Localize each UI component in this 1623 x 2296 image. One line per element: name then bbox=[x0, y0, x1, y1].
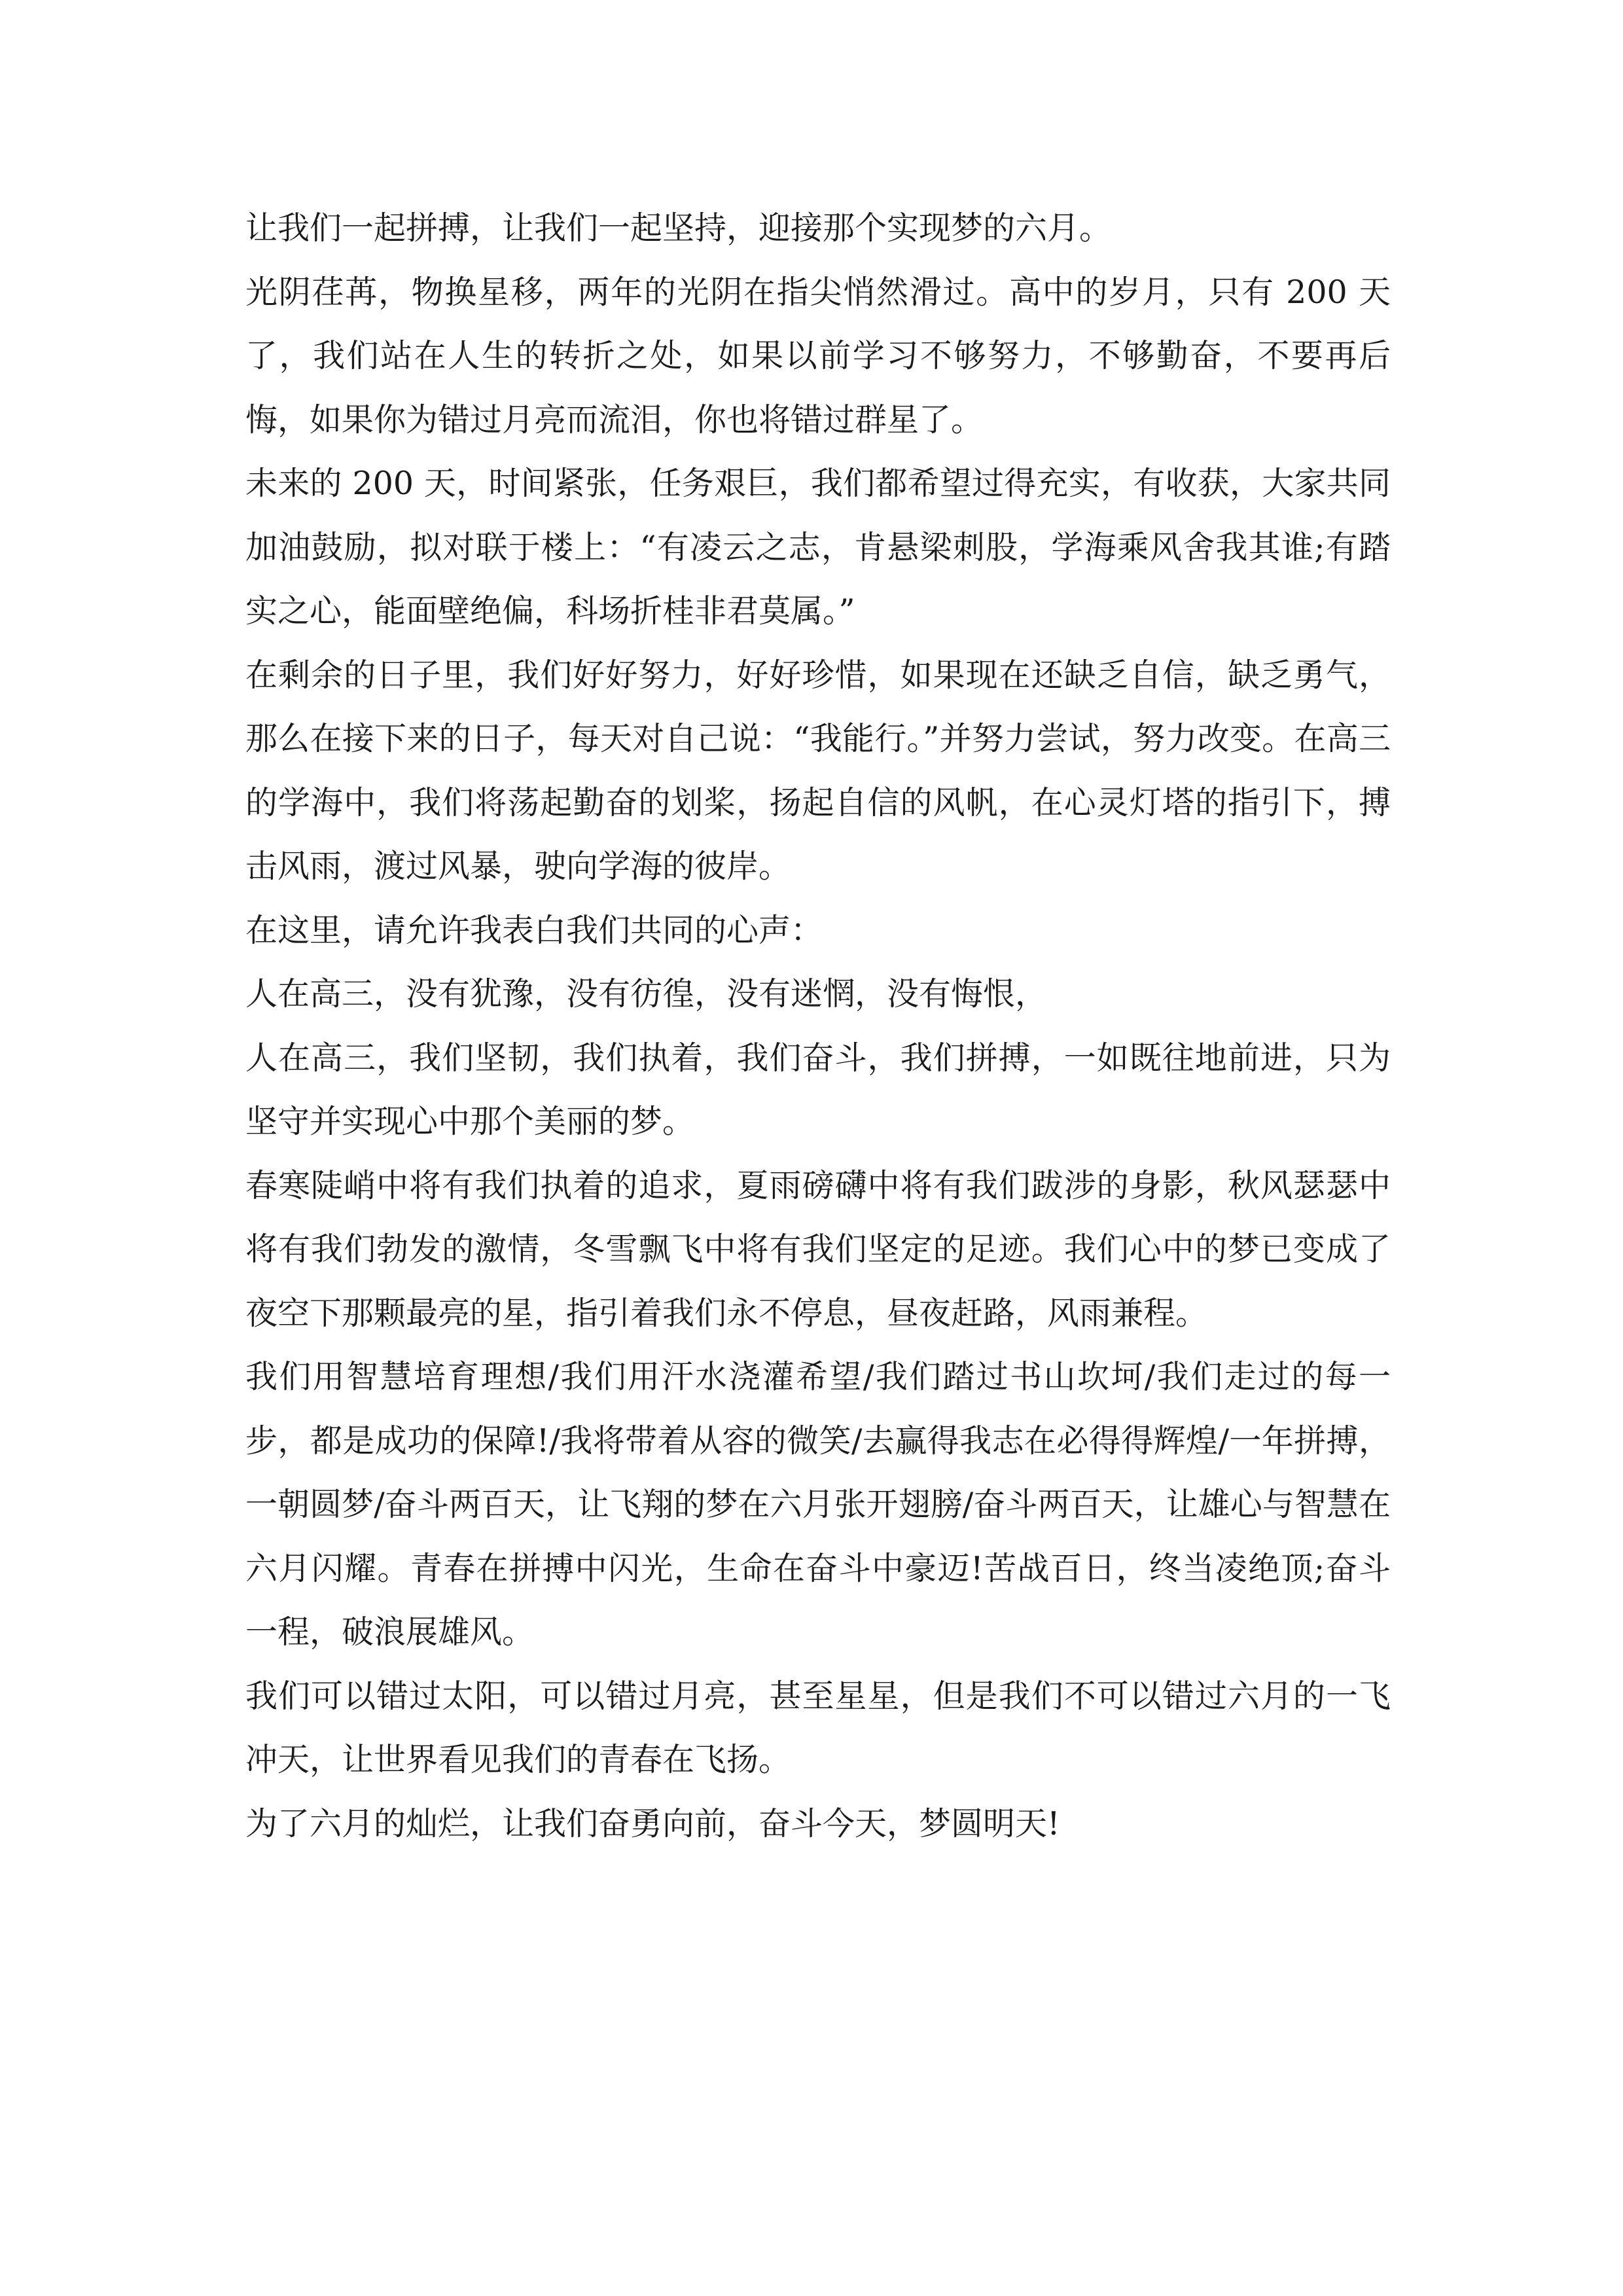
paragraph: 春寒陡峭中将有我们执着的追求，夏雨磅礴中将有我们跋涉的身影，秋风瑟瑟中将有我们勃发的激情，冬雪飘飞中将有我们坚定的足迹。我们心中的梦已变成了夜空下那颗最亮的星，指引着我们永不停息，昼夜赶路，风雨兼程。 bbox=[245, 1166, 1391, 1332]
paragraph: 人在高三，没有犹豫，没有彷徨，没有迷惘，没有悔恨， bbox=[245, 975, 1048, 1013]
paragraph: 让我们一起拼搏，让我们一起坚持，迎接那个实现梦的六月。 bbox=[245, 209, 1112, 247]
paragraph: 未来的 200 天，时间紧张，任务艰巨，我们都希望过得充实，有收获，大家共同加油鼓励，拟对联于楼上：“有凌云之志，肯悬梁刺股，学海乘风舍我其谁;有踏实之心，能面壁绝偏，科场折桂非君莫属。” bbox=[245, 465, 1391, 630]
paragraph: 我们可以错过太阳，可以错过月亮，甚至星星，但是我们不可以错过六月的一飞冲天，让世界看见我们的青春在飞扬。 bbox=[245, 1677, 1391, 1778]
paragraph: 为了六月的灿烂，让我们奋勇向前，奋斗今天，梦圆明天! bbox=[245, 1804, 1060, 1842]
paragraph: 我们用智慧培育理想/我们用汗水浇灌希望/我们踏过书山坎坷/我们走过的每一步，都是成功的保障!/我将带着从容的微笑/去赢得我志在必得得辉煌/一年拼搏，一朝圆梦/奋斗两百天，让飞翔的梦在六月张开翅膀/奋斗两百天，让雄心与智慧在六月闪耀。青春在拼搏中闪光，生命在奋斗中豪迈!苦战百日，终当凌绝顶;奋斗一程，破浪展雄风。 bbox=[245, 1358, 1391, 1651]
document-body bbox=[245, 196, 1391, 1856]
paragraph: 人在高三，我们坚韧，我们执着，我们奋斗，我们拼搏，一如既往地前进，只为坚守并实现心中那个美丽的梦。 bbox=[245, 1039, 1391, 1140]
paragraph: 在这里，请允许我表白我们共同的心声： bbox=[245, 911, 823, 949]
paragraph: 在剩余的日子里，我们好好努力，好好珍惜，如果现在还缺乏自信，缺乏勇气，那么在接下来的日子，每天对自己说：“我能行。”并努力尝试，努力改变。在高三的学海中，我们将荡起勤奋的划桨，扬起自信的风帆，在心灵灯塔的指引下，搏击风雨，渡过风暴，驶向学海的彼岸。 bbox=[245, 656, 1391, 885]
paragraph: 光阴荏苒，物换星移，两年的光阴在指尖悄然滑过。高中的岁月，只有 200 天了，我们站在人生的转折之处，如果以前学习不够努力，不够勤奋，不要再后悔，如果你为错过月亮而流泪，你也将错过群星了。 bbox=[245, 273, 1391, 439]
